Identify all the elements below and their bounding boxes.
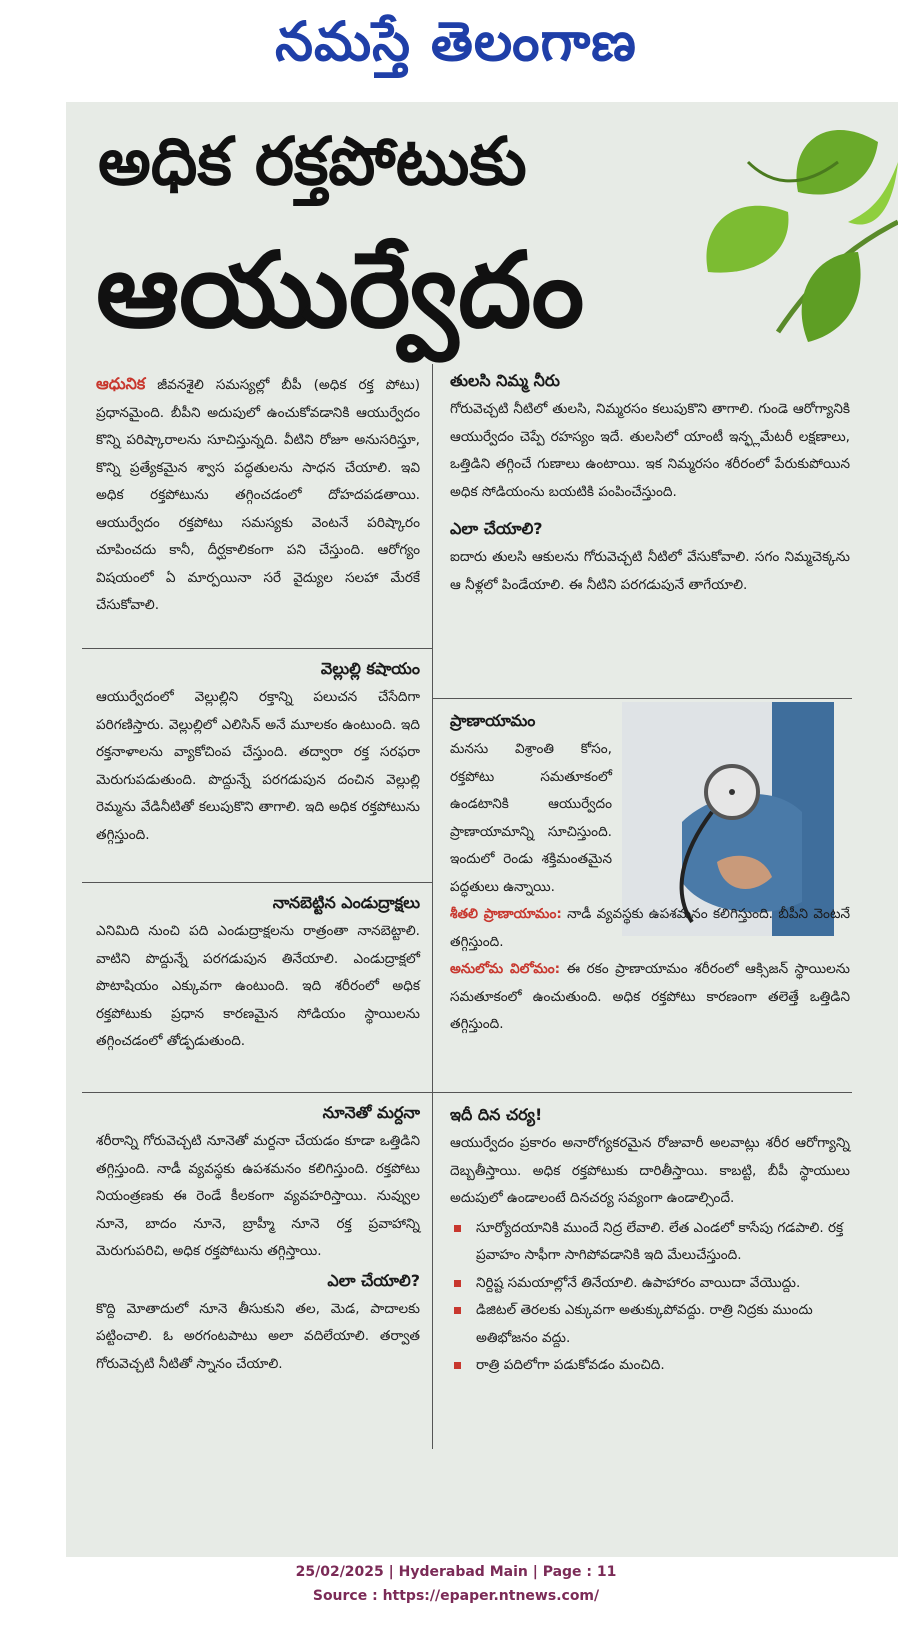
routine-text: ఆయుర్వేదం ప్రకారం అనారోగ్యకరమైన రోజువారీ అలవాట్లు శరీర ఆరోగ్యాన్ని దెబ్బతీస్తాయి. అధిక రక్తపోటుకు దారితీస్తాయి. కాబట్టి, బీపీ స్థాయులు అదుపులో ఉండాలంటే దినచర్య సవ్యంగా ఉండాల్సిందే. [450,1135,850,1206]
raisins-section [96,888,420,1056]
pranayama-title: ప్రాణాయామం [450,711,536,730]
tulsi-leaves-image [668,102,898,362]
section-divider [82,882,432,883]
headline-line1: అధిక రక్తపోటుకు [98,123,527,200]
raisins-title: నానబెట్టిన ఎండుద్రాక్షలు [272,893,420,912]
routine-list [450,1215,850,1380]
anulom-text: ఈ రకం ప్రాణాయామం శరీరంలో ఆక్సిజన్ స్థాయిలను సమతూకంలో ఉంచుతుంది. అధిక రక్తపోటు కారణంగా తలెత్తే ఒత్తిడిని తగ్గిస్తుంది. [450,961,850,1032]
intro-text: జీవనశైలి సమస్యల్లో బీపీ (అధిక రక్త పోటు) ప్రధానమైంది. బీపీని అదుపులో ఉంచుకోవడానికి ఆయుర్వేదం కొన్ని పరిష్కారాలను సూచిస్తున్నది. వీటిని రోజూ అనుసరిస్తూ, కొన్ని ప్రత్యేకమైన శ్వాస పద్ధతులను సాధన చేయాలి. ఇవి అధిక రక్తపోటును తగ్గించడంలో దోహదపడతాయి. ఆయుర్వేదం రక్తపోటు సమస్యకు వెంటనే పరిష్కారం చూపించదు కానీ, దీర్ఘకాలికంగా పని చేస్తుంది. ఆరోగ్యం విషయంలో ఏ మార్పయినా సరే వైద్యుల సలహా మేరకే చేసుకోవాలి. [96,377,420,613]
footer-date-edition: 25/02/2025 | Hyderabad Main | Page : 11 [295,1564,617,1580]
section-divider [432,698,852,699]
tulsi-title: తులసి నిమ్మ నీరు [450,371,560,390]
tulsi-how-title: ఎలా చేయాలి? [450,519,543,538]
pranayama-section [450,706,850,1039]
oil-section [96,1098,420,1378]
oil-title: నూనెతో మర్దనా [322,1103,420,1122]
sheetali-text: నాడీ వ్యవస్థకు ఉపశమనం కలిగిస్తుంది. బీపీని వెంటనే తగ్గిస్తుంది. [450,906,850,950]
article-panel [66,102,898,1557]
oil-how-title: ఎలా చేయాలి? [327,1270,420,1290]
list-item: సూర్యోదయానికి ముందే నిద్ర లేవాలి. లేత ఎండలో కాసేపు గడపాలి. రక్త ప్రవాహం సాఫీగా సాగిపోవడానికి ఇది మేలుచేస్తుంది. [450,1215,850,1270]
oil-text: శరీరాన్ని గోరువెచ్చటి నూనెతో మర్దనా చేయడం కూడా ఒత్తిడిని తగ్గిస్తుంది. నాడీ వ్యవస్థకు ఉపశమనం కలిగిస్తుంది. రక్తపోటు నియంత్రణకు ఈ రెండే కీలకంగా వ్యవహరిస్తాయి. నువ్వుల నూనె, బాదం నూనె, బ్రాహ్మీ నూనె రక్త ప్రవాహాన్ని మెరుగుపరిచి, అధిక రక్తపోటును తగ్గిస్తాయి. [96,1133,420,1259]
garlic-title: వెల్లుల్లి కషాయం [320,659,420,678]
section-divider [432,1092,852,1093]
garlic-section [96,654,420,849]
tulsi-text: గోరువెచ్చటి నీటిలో తులసి, నిమ్మరసం కలుపుకొని తాగాలి. గుండె ఆరోగ్యానికి ఆయుర్వేదం చెప్పే రహస్యం ఇదే. తులసిలో యాంటీ ఇన్ఫ్లమేటరీ లక్షణాలు, ఒత్తిడిని తగ్గించే గుణాలు ఉంటాయి. ఇక నిమ్మరసం శరీరంలో పేరుకుపోయిన అధిక సోడియంను బయటికి పంపించేస్తుంది. [450,401,850,500]
tulsi-how-text: ఐదారు తులసి ఆకులను గోరువెచ్చటి నీటిలో వేసుకోవాలి. సగం నిమ్మచెక్కను ఆ నీళ్లలో పిండేయాలి. ఈ నీటిని పరగడుపునే తాగేయాలి. [450,549,850,593]
intro-section [96,370,420,620]
column-divider [432,364,433,1449]
section-divider [82,1092,432,1093]
sheetali-label: శీతలి ప్రాణాయామం: [450,906,562,922]
list-item: నిర్దిష్ట సమయాల్లోనే తినేయాలి. ఉపాహారం వాయిదా వేయొద్దు. [450,1270,850,1298]
list-item: డిజిటల్ తెరలకు ఎక్కువగా అతుక్కుపోవద్దు. రాత్రి నిద్రకు ముందు అతిభోజనం వద్దు. [450,1297,850,1352]
routine-section [450,1100,850,1380]
intro-lead: ఆధునిక [96,374,146,393]
routine-title: ఇదీ దిన చర్య! [450,1105,543,1124]
raisins-text: ఎనిమిది నుంచి పది ఎండుద్రాక్షలను రాత్రంతా నానబెట్టాలి. వాటిని పొద్దున్నే పరగడుపున తినేయాలి. ఎండుద్రాక్షలో పొటాషియం ఎక్కువగా ఉంటుంది. ఇది శరీరంలో అధిక రక్తపోటుకు ప్రధాన కారణమైన సోడియం స్థాయిలను తగ్గించడంలో తోడ్పడుతుంది. [96,923,420,1049]
garlic-text: ఆయుర్వేదంలో వెల్లుల్లిని రక్తాన్ని పలుచన చేసేదిగా పరిగణిస్తారు. వెల్లుల్లిలో ఎలిసిన్ అనే మూలకం ఉంటుంది. ఇది రక్తనాళాలను వ్యాకోచింప చేస్తుంది. తద్వారా రక్త సరఫరా మెరుగుపడుతుంది. పొద్దున్నే పరగడుపున దంచిన వెల్లుల్లి రెమ్మను వేడినీటితో కలుపుకొని తాగాలి. ఇది అధిక రక్తపోటును తగ్గిస్తుంది. [96,689,420,843]
section-divider [82,648,432,649]
oil-how-text: కొద్ది మోతాదులో నూనె తీసుకుని తల, మెడ, పాదాలకు పట్టించాలి. ఓ అరగంటపాటు అలా వదిలేయాలి. తర్వాత గోరువెచ్చటి నీటితో స్నానం చేయాలి. [96,1300,420,1372]
footer-source[interactable]: Source : https://epaper.ntnews.com/ [312,1588,600,1604]
tulsi-section [450,366,850,599]
masthead-title: నమస్తే తెలంగాణ [275,9,637,73]
anulom-label: అనులోమ విలోమం: [450,961,561,977]
list-item: రాత్రి పదిలోగా పడుకోవడం మంచిది. [450,1352,850,1380]
headline-line2: ఆయుర్వేదం [96,229,585,351]
pranayama-text: మనసు విశ్రాంతి కోసం, రక్తపోటు సమతూకంలో ఉండటానికి ఆయుర్వేదం ప్రాణాయామాన్ని సూచిస్తుంది. ఇందులో రెండు శక్తిమంతమైన పద్ధతులు ఉన్నాయి. [450,741,612,895]
